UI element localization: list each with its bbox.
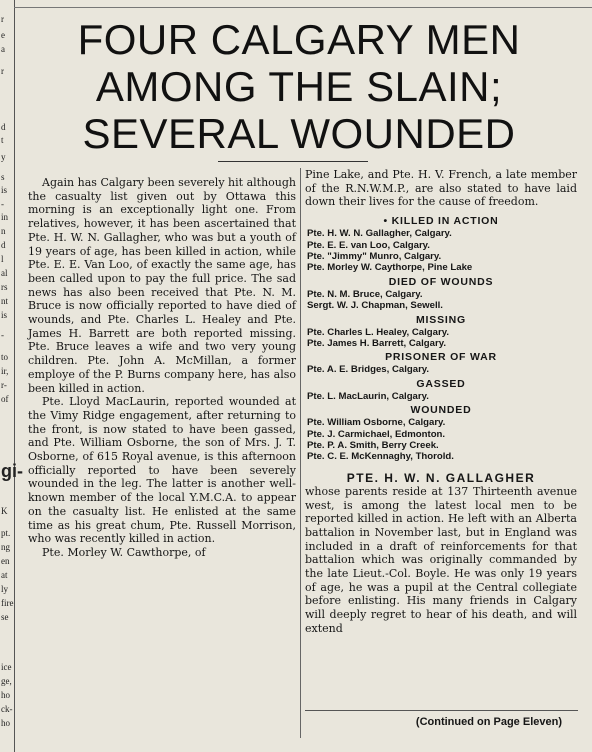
edge-text: r	[1, 66, 4, 76]
edge-text: in	[1, 212, 9, 222]
casualty-name: Pte. Charles L. Healey, Calgary.	[307, 326, 450, 338]
section-head: MISSING	[416, 313, 466, 326]
edge-text: t	[1, 135, 4, 145]
casualty-name: Pte. E. E. van Loo, Calgary.	[307, 239, 430, 251]
casualty-name: Sergt. W. J. Chapman, Sewell.	[307, 300, 443, 312]
headline-line: FOUR CALGARY MEN	[77, 16, 521, 63]
casualty-name: Pte. N. M. Bruce, Calgary.	[307, 288, 423, 300]
edge-text: ge,	[1, 676, 12, 686]
name-list	[305, 289, 577, 312]
edge-text: ng	[1, 542, 10, 552]
edge-text: K	[1, 506, 8, 516]
edge-text: fire	[1, 598, 14, 608]
edge-text: r-	[1, 380, 7, 390]
edge-text: r	[1, 14, 4, 24]
edge-text: s	[1, 172, 5, 182]
section-head: WOUNDED	[410, 404, 472, 417]
casualty-list	[305, 215, 577, 463]
name-list	[305, 364, 577, 375]
edge-text: at	[1, 570, 8, 580]
edge-text: gi-	[1, 461, 23, 481]
casualty-name: Pte. "Jimmy" Munro, Calgary.	[307, 250, 442, 262]
edge-text: d	[1, 240, 6, 250]
casualty-name: Pte. C. E. McKennaghy, Thorold.	[307, 451, 454, 463]
edge-text: ly	[1, 584, 9, 594]
edge-text: -	[1, 330, 4, 340]
name-list	[305, 228, 577, 274]
edge-text: is	[1, 185, 8, 195]
edge-text: to	[1, 352, 9, 362]
headline-rule	[218, 161, 368, 162]
casualty-name: Pte. J. Carmichael, Edmonton.	[307, 428, 446, 440]
article-paragraph: Again has Calgary been severely hit although the casualty list given out by Ottawa this morning is an exceptionally light one. From relatives, however, it has been ascertained that Pte. H. W. N. Gallagher, who was but a youth of 19 years of age, has been killed in action, while Pte. E. E. Van Loo, of exactly the same age, has been called upon to pay the full price. The sad news has also been received that Pte. N. M. Bruce is now officially reported to have died of wounds, and Pte. Charles L. Healey and Pte. James H. Barrett are both reported missing. Pte. Bruce leaves a wife and two very young children. Pte. John A. McMillan, a former employe of the P. Burns company here, has also been killed in action.	[28, 176, 296, 395]
casualty-name: Pte. Morley W. Caythorpe, Pine Lake	[307, 262, 473, 274]
headline-line: SEVERAL WOUNDED	[82, 110, 516, 157]
name-list	[305, 417, 577, 463]
casualty-name: Pte. L. MacLaurin, Calgary.	[307, 390, 429, 402]
edge-text: a	[1, 44, 5, 54]
article-paragraph: Pte. Lloyd MacLaurin, reported wounded at the Vimy Ridge engagement, after returning to the front, is now stated to have been gassed, and Pte. William Osborne, the son of Mrs. J. T. Osborne, of 615 Royal avenue, is this afternoon officially reported to have been severely wounded in the leg. The latter is another well-known member of the local Y.M.C.A. to appear on the casualty list. He enlisted at the same time as his great chum, Pte. Russell Morrison, who was recently killed in action.	[28, 395, 296, 546]
casualty-name: Pte. H. W. N. Gallagher, Calgary.	[307, 228, 452, 240]
adjacent-column-fragment	[0, 0, 23, 752]
edge-text: ho	[1, 690, 10, 700]
section-head: PRISONER OF WAR	[385, 351, 497, 364]
section-head: DIED OF WOUNDS	[388, 275, 494, 288]
bottom-rule	[305, 710, 578, 711]
edge-text: al	[1, 268, 8, 278]
edge-text: n	[1, 226, 6, 236]
edge-text: en	[1, 556, 10, 566]
edge-text: ice	[1, 662, 12, 672]
continued-note: (Continued on Page Eleven)	[415, 716, 562, 728]
section-head: GASSED	[416, 377, 466, 390]
casualty-name: Pte. P. A. Smith, Berry Creek.	[307, 439, 439, 451]
edge-text: ir,	[1, 366, 9, 376]
edge-text: -	[1, 199, 4, 209]
headline-line: AMONG THE SLAIN;	[95, 63, 503, 110]
edge-text: se	[1, 612, 9, 622]
name-list	[305, 327, 577, 350]
article-column-left	[28, 176, 296, 560]
name-list	[305, 391, 577, 402]
casualty-name: Pte. A. E. Bridges, Calgary.	[307, 364, 430, 376]
edge-text: of	[1, 394, 9, 404]
edge-text: ck-	[1, 704, 13, 714]
edge-text: y	[1, 152, 6, 162]
edge-text: d	[1, 122, 6, 132]
article-paragraph: Pine Lake, and Pte. H. V. French, a late member of the R.N.W.M.P., are also stated to have laid down their lives for the cause of freedom.	[305, 168, 577, 209]
casualty-name: Pte. James H. Barrett, Calgary.	[307, 337, 446, 349]
edge-text: pt.	[1, 528, 11, 538]
top-rule	[14, 7, 592, 8]
edge-text: rs	[1, 282, 8, 292]
edge-text: nt	[1, 296, 9, 306]
article-column-right	[305, 168, 577, 636]
article-paragraph: whose parents reside at 137 Thirteenth avenue west, is among the latest local men to be reported killed in action. He left with an Alberta battalion in November last, but in England was included in a draft of reinforcements for that battalion which was originally commanded by the late Lieut.-Col. Boyle. He was only 19 years of age, he was a pupil at the Central collegiate before enlisting. His many friends in Calgary will deeply regret to hear of his death, and will extend	[305, 484, 577, 635]
gallagher-subhead: PTE. H. W. N. GALLAGHER	[346, 470, 536, 485]
casualty-name: Pte. William Osborne, Calgary.	[307, 417, 446, 429]
edge-text: ho	[1, 718, 10, 728]
article-paragraph: Pte. Morley W. Cawthorpe, of	[42, 545, 206, 559]
section-head: • KILLED IN ACTION	[383, 215, 499, 228]
headline	[14, 16, 584, 157]
edge-text: l	[1, 254, 4, 264]
edge-text: e	[1, 30, 5, 40]
edge-text: is	[1, 310, 8, 320]
column-divider	[300, 168, 301, 738]
